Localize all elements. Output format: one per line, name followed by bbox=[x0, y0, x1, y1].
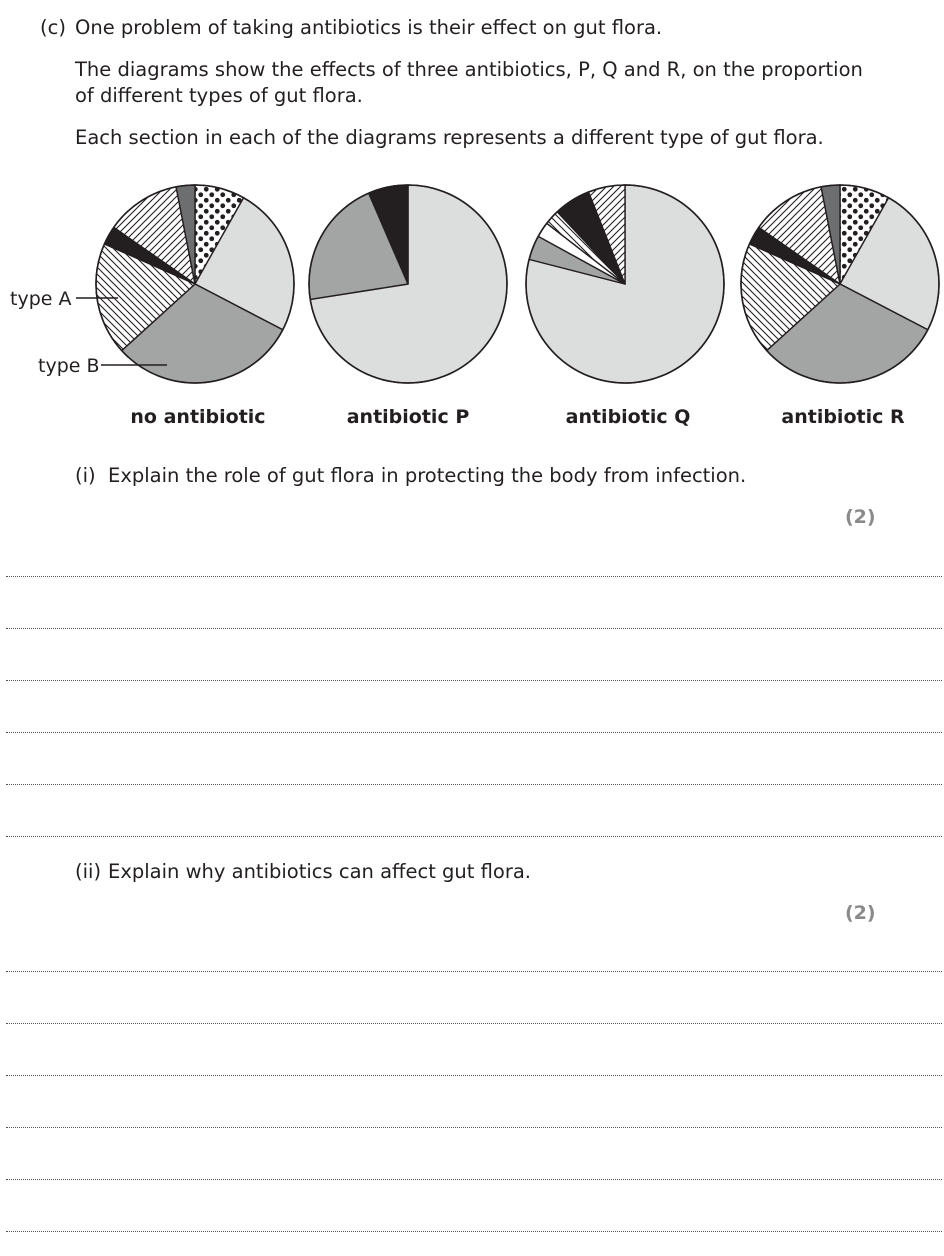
pie-antibiotic-r bbox=[741, 185, 939, 383]
answer-line-i-1[interactable] bbox=[6, 576, 942, 577]
sub-question-ii-label: (ii) bbox=[75, 860, 102, 883]
answer-line-i-6[interactable] bbox=[6, 836, 942, 837]
answer-line-ii-2[interactable] bbox=[6, 1023, 942, 1024]
answer-line-ii-5[interactable] bbox=[6, 1179, 942, 1180]
answer-line-ii-6[interactable] bbox=[6, 1231, 942, 1232]
pie-title-antibiotic-r: antibiotic R bbox=[781, 406, 905, 428]
type-b-label: type B bbox=[38, 355, 100, 377]
pie-title-antibiotic-q: antibiotic Q bbox=[565, 406, 691, 428]
pie-title-antibiotic-p: antibiotic P bbox=[346, 406, 470, 428]
sub-question-ii-text: Explain why antibiotics can affect gut flora. bbox=[108, 860, 532, 883]
answer-line-i-4[interactable] bbox=[6, 732, 942, 733]
answer-line-ii-4[interactable] bbox=[6, 1127, 942, 1128]
answer-line-i-5[interactable] bbox=[6, 784, 942, 785]
sub-question-i-text: Explain the role of gut flora in protecting the body from infection. bbox=[108, 464, 747, 487]
pie-antibiotic-q bbox=[526, 185, 724, 383]
question-paragraph-2: Each section in each of the diagrams represents a different type of gut flora. bbox=[75, 126, 824, 149]
pie-charts-figure bbox=[0, 170, 944, 440]
sub-question-i-marks: (2) bbox=[845, 506, 876, 528]
type-a-label: type A bbox=[10, 288, 72, 310]
pie-title-no-antibiotic: no antibiotic bbox=[130, 406, 266, 428]
pie-no-antibiotic bbox=[96, 185, 294, 383]
sub-question-ii-marks: (2) bbox=[845, 902, 876, 924]
pie-antibiotic-p bbox=[309, 185, 507, 383]
part-label: (c) bbox=[40, 16, 66, 39]
question-paragraph-1-line-1: The diagrams show the effects of three antibiotics, P, Q and R, on the proportion bbox=[75, 58, 863, 81]
answer-line-ii-3[interactable] bbox=[6, 1075, 942, 1076]
question-intro: One problem of taking antibiotics is their effect on gut flora. bbox=[75, 16, 663, 39]
question-paragraph-1-line-2: of different types of gut flora. bbox=[75, 84, 363, 107]
answer-line-i-3[interactable] bbox=[6, 680, 942, 681]
answer-line-ii-1[interactable] bbox=[6, 971, 942, 972]
sub-question-i-label: (i) bbox=[75, 464, 96, 487]
answer-line-i-2[interactable] bbox=[6, 628, 942, 629]
